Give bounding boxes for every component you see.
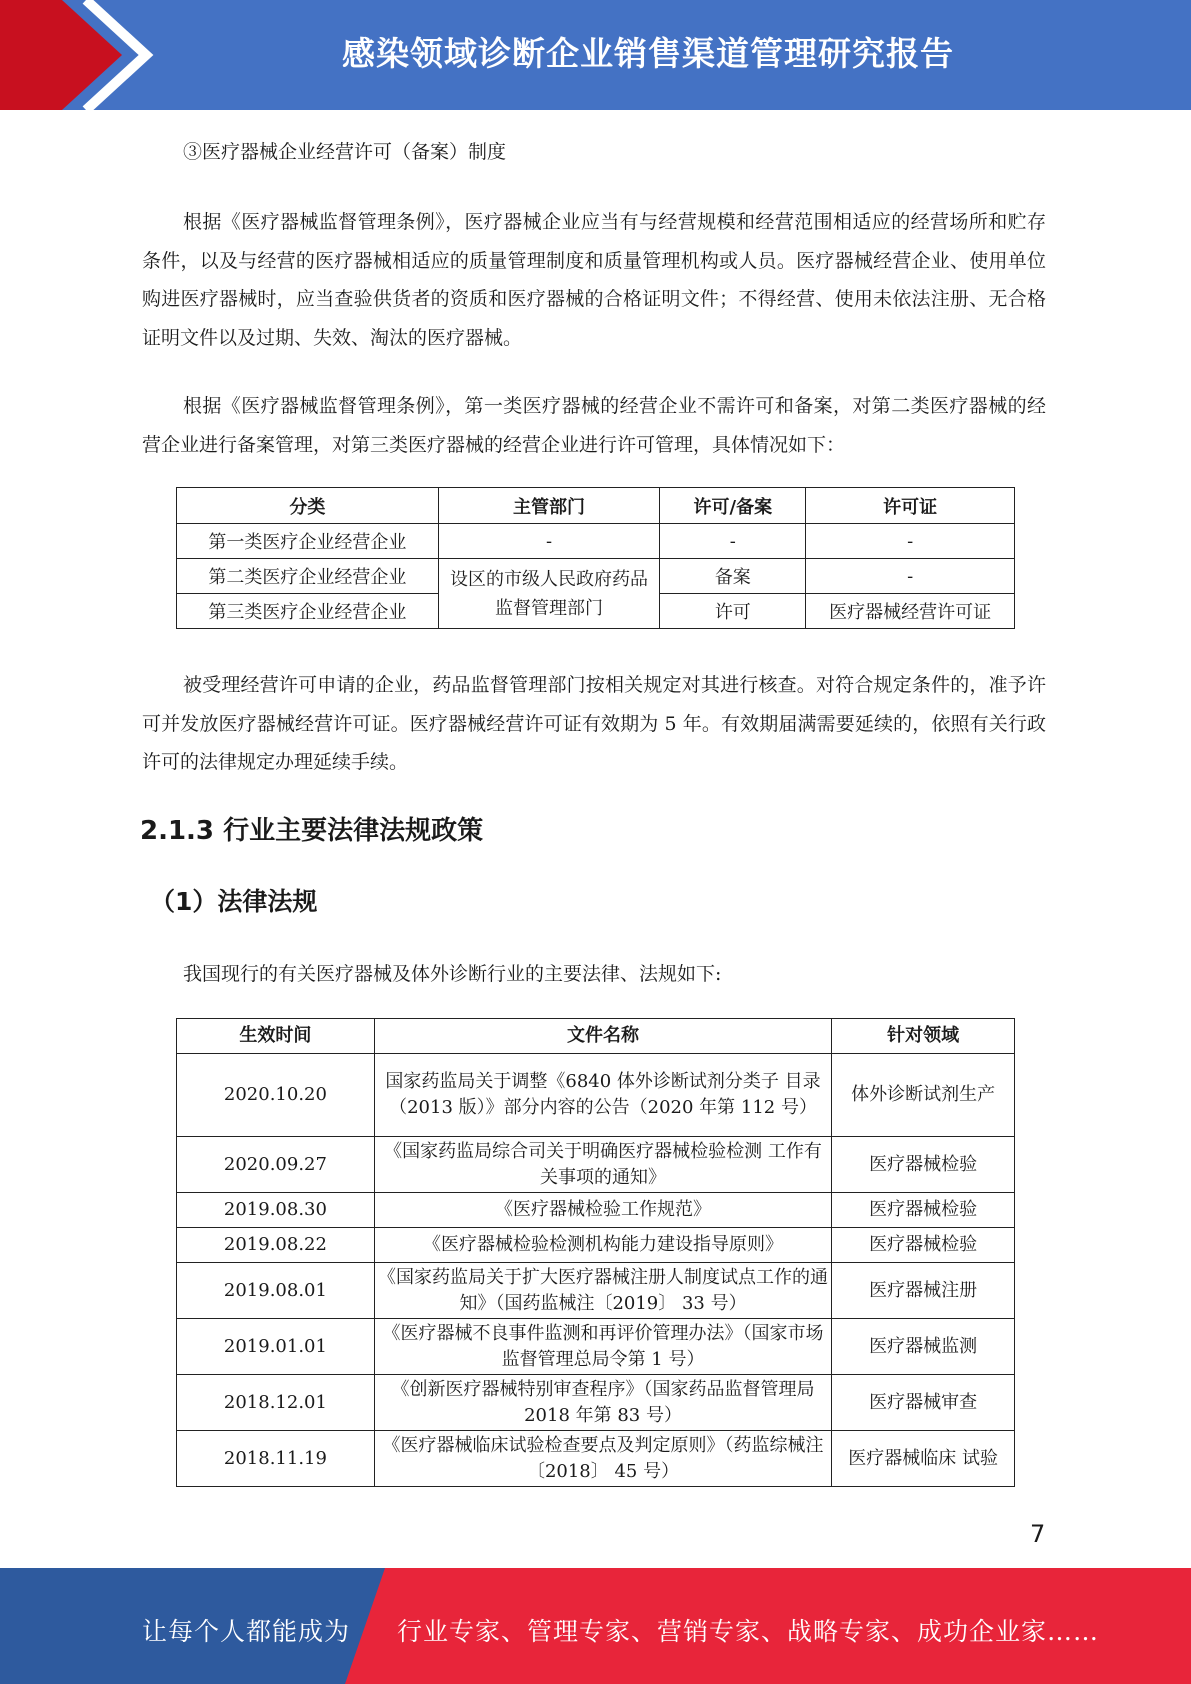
- subsection-heading: （1）法律法规: [150, 887, 318, 916]
- table-cell-area: 医疗器械注册: [832, 1263, 1015, 1319]
- table-cell-date: 2018.12.01: [177, 1375, 375, 1431]
- table-cell-title: 国家药监局关于调整《6840 体外诊断试剂分类子 目录（2013 版）》部分内容的公告（2020 年第 112 号）: [374, 1054, 831, 1137]
- table-cell-title: 《创新医疗器械特别审查程序》（国家药品监督管理局 2018 年第 83 号）: [374, 1375, 831, 1431]
- column-header: 针对领域: [832, 1019, 1015, 1054]
- table-cell-area: 医疗器械检验: [832, 1137, 1015, 1193]
- section-item-label: ③医疗器械企业经营许可（备案）制度: [183, 141, 507, 163]
- table-row: [177, 1054, 1015, 1137]
- table-cell-area: 医疗器械监测: [832, 1319, 1015, 1375]
- column-header: 许可证: [806, 488, 1015, 524]
- section-heading: 2.1.3 行业主要法律法规政策: [140, 816, 484, 846]
- page-footer: [0, 1568, 1191, 1684]
- table-cell-date: 2020.10.20: [177, 1054, 375, 1137]
- table-row: [177, 1137, 1015, 1193]
- table-cell-date: 2019.08.30: [177, 1193, 375, 1228]
- column-header: 主管部门: [438, 488, 660, 524]
- page-number: 7: [1030, 1520, 1046, 1548]
- table-cell-date: 2019.01.01: [177, 1319, 375, 1375]
- table-cell-area: 医疗器械临床 试验: [832, 1431, 1015, 1487]
- table-row: [177, 1228, 1015, 1263]
- table-cell-title: 《医疗器械检验检测机构能力建设指导原则》: [374, 1228, 831, 1263]
- body-paragraph-4: 我国现行的有关医疗器械及体外诊断行业的主要法律、法规如下:: [183, 963, 722, 985]
- body-paragraph-1: [142, 203, 1046, 357]
- page-header: [0, 0, 1191, 110]
- table-cell-area: 医疗器械审查: [832, 1375, 1015, 1431]
- table-row: [177, 1431, 1015, 1487]
- law-table: [176, 1018, 1015, 1487]
- table-cell-title: 《国家药监局综合司关于明确医疗器械检验检测 工作有关事项的通知》: [374, 1137, 831, 1193]
- table-row: [177, 1263, 1015, 1319]
- table-cell: -: [806, 559, 1015, 594]
- column-header: 许可/备案: [660, 488, 806, 524]
- table-cell: -: [660, 524, 806, 559]
- body-paragraph-3: [142, 666, 1046, 782]
- table-cell: -: [806, 524, 1015, 559]
- report-title: 感染领域诊断企业销售渠道管理研究报告: [342, 34, 954, 73]
- column-header: 文件名称: [374, 1019, 831, 1054]
- table-cell: 医疗器械经营许可证: [806, 594, 1015, 629]
- table-row: [177, 559, 1015, 594]
- table-cell-area: 体外诊断试剂生产: [832, 1054, 1015, 1137]
- table-cell-date: 2020.09.27: [177, 1137, 375, 1193]
- table-cell-title: 《国家药监局关于扩大医疗器械注册人制度试点工作的通知》（国药监械注〔2019〕 33 号）: [374, 1263, 831, 1319]
- table-cell: -: [438, 524, 660, 559]
- footer-slogan-right: 行业专家、管理专家、营销专家、战略专家、成功企业家……: [397, 1617, 1100, 1646]
- table-cell-title: 《医疗器械临床试验检查要点及判定原则》（药监综械注〔2018〕 45 号）: [374, 1431, 831, 1487]
- table-header-row: [177, 488, 1015, 524]
- table-cell-title: 《医疗器械检验工作规范》: [374, 1193, 831, 1228]
- table-cell-date: 2019.08.01: [177, 1263, 375, 1319]
- table-row: [177, 1193, 1015, 1228]
- table-cell-area: 医疗器械检验: [832, 1228, 1015, 1263]
- table-cell-date: 2018.11.19: [177, 1431, 375, 1487]
- table-cell: 第二类医疗企业经营企业: [177, 559, 439, 594]
- body-paragraph-2: [142, 387, 1046, 464]
- table-cell: 第三类医疗企业经营企业: [177, 594, 439, 629]
- column-header: 生效时间: [177, 1019, 375, 1054]
- paragraph-text: 根据《医疗器械监督管理条例》，医疗器械企业应当有与经营规模和经营范围相适应的经营场所和贮存条件，以及与经营的医疗器械相适应的质量管理制度和质量管理机构或人员。医疗器械经营企业、使用单位购进医疗器械时，应当查验供货者的资质和医疗器械的合格证明文件；不得经营、使用未依法注册、无合格证明文件以及过期、失效、淘汰的医疗器械。: [142, 211, 1046, 349]
- table-header-row: [177, 1019, 1015, 1054]
- table-cell-area: 医疗器械检验: [832, 1193, 1015, 1228]
- paragraph-text: 被受理经营许可申请的企业，药品监督管理部门按相关规定对其进行核查。对符合规定条件的，准予许可并发放医疗器械经营许可证。医疗器械经营许可证有效期为 5 年。有效期届满需要延续的，依照有关行政许可的法律规定办理延续手续。: [142, 674, 1046, 773]
- footer-slogan-left: 让每个人都能成为: [142, 1617, 351, 1646]
- table-cell-date: 2019.08.22: [177, 1228, 375, 1263]
- table-cell: 第一类医疗企业经营企业: [177, 524, 439, 559]
- license-table: [176, 487, 1015, 629]
- table-cell: 许可: [660, 594, 806, 629]
- table-cell: 备案: [660, 559, 806, 594]
- paragraph-text: 根据《医疗器械监督管理条例》，第一类医疗器械的经营企业不需许可和备案，对第二类医疗器械的经营企业进行备案管理，对第三类医疗器械的经营企业进行许可管理，具体情况如下：: [142, 395, 1046, 456]
- column-header: 分类: [177, 488, 439, 524]
- table-cell-title: 《医疗器械不良事件监测和再评价管理办法》（国家市场监督管理总局令第 1 号）: [374, 1319, 831, 1375]
- table-cell-merged: 设区的市级人民政府药品监督管理部门: [438, 559, 660, 629]
- table-row: [177, 1319, 1015, 1375]
- table-row: [177, 524, 1015, 559]
- table-row: [177, 1375, 1015, 1431]
